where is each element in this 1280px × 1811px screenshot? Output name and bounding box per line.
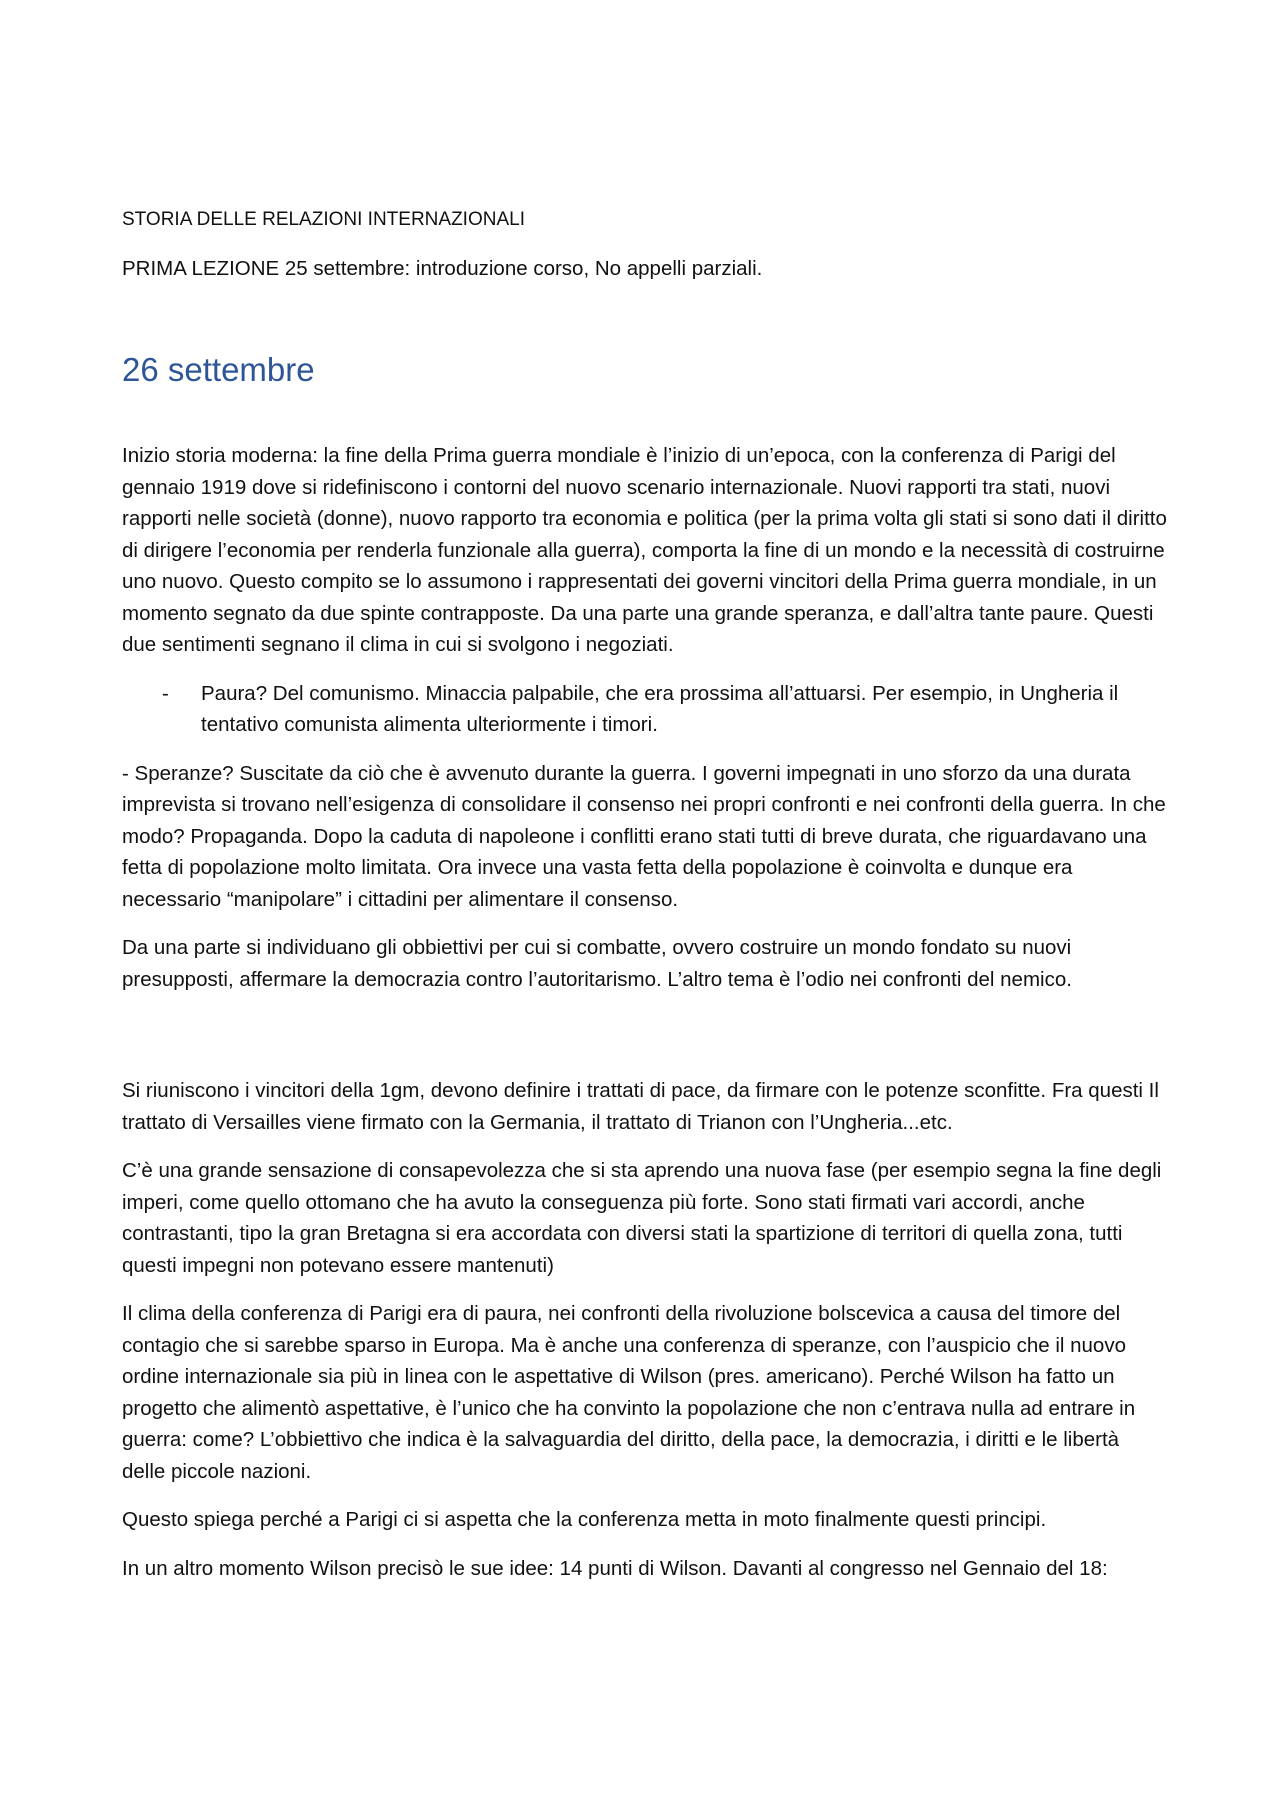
paragraph-speranze: - Speranze? Suscitate da ciò che è avvenuto durante la guerra. I governi impegnati in uno sforzo da una durata imprevista si trovano nell’esigenza di consolidare il consenso nei propri confronti e nei confronti della guerra. In che modo? Propaganda. Dopo la caduta di napoleone i conflitti erano stati tutti di breve durata, che riguardavano una fetta di popolazione molto limitata. Ora invece una vasta fetta della popolazione è coinvolta e dunque era necessario “manipolare” i cittadini per alimentare il consenso. [122, 761, 1166, 911]
paragraph-consapevolezza: C’è una grande sensazione di consapevolezza che si sta aprendo una nuova fase (per esempio segna la fine degli imperi, come quello ottomano che ha avuto la conseguenza più forte. Sono stati firmati vari accordi, anche contrastanti, tipo la gran Bretagna si era accordata con diversi stati la spartizione di territori di quella zona, tutti questi impegni non potevano essere mantenuti) [122, 1159, 1162, 1277]
paragraph-wilson: In un altro momento Wilson precisò le sue idee: 14 punti di Wilson. Davanti al congresso nel Gennaio del 18: [122, 1556, 1108, 1580]
document-title: STORIA DELLE RELAZIONI INTERNAZIONALI [122, 209, 525, 230]
paragraph-vincitori: Si riuniscono i vincitori della 1gm, devono definire i trattati di pace, da firmare con le potenze sconfitte. Fra questi Il trattato di Versailles viene firmato con la Germania, il trattato di Trianon con l’Ungheria...etc. [122, 1079, 1159, 1134]
paragraph-obbiettivi: Da una parte si individuano gli obbiettivi per cui si combatte, ovvero costruire un mondo fondato su nuovi presupposti, affermare la democrazia contro l’autoritarismo. L’altro tema è l’odio nei confronti del nemico. [122, 936, 1072, 991]
document-page [122, 204, 1167, 1601]
first-lesson-note: PRIMA LEZIONE 25 settembre: introduzione corso, No appelli parziali. [122, 256, 763, 280]
paragraph-clima: Il clima della conferenza di Parigi era di paura, nei confronti della rivoluzione bolscevica a causa del timore del contagio che si sarebbe sparso in Europa. Ma è anche una conferenza di speranze, con l’auspicio che il nuovo ordine internazionale sia più in linea con le aspettative di Wilson (pres. americano). Perché Wilson ha fatto un progetto che alimentò aspettative, è l’unico che ha convinto la popolazione che non c’entrava nulla ad entrare in guerra: come? L’obbiettivo che indica è la salvaguardia del diritto, della pace, la democrazia, i diritti e le libertà delle piccole nazioni. [122, 1302, 1136, 1483]
blank-spacer [122, 1012, 1167, 1075]
bullet-dash: - [162, 681, 169, 705]
bullet-text: Paura? Del comunismo. Minaccia palpabile, che era prossima all’attuarsi. Per esempio, in Ungheria il tentativo comunista alimenta ulteriormente i timori. [201, 681, 1119, 736]
bullet-item-paura [122, 678, 1167, 741]
paragraph-intro: Inizio storia moderna: la fine della Prima guerra mondiale è l’inizio di un’epoca, con la conferenza di Parigi del gennaio 1919 dove si ridefiniscono i contorni del nuovo scenario internazionale. Nuovi rapporti tra stati, nuovi rapporti nelle società (donne), nuovo rapporto tra economia e politica (per la prima volta gli stati si sono dati il diritto di dirigere l’economia per renderla funzionale alla guerra), comporta la fine di un mondo e la necessità di costruirne uno nuovo. Questo compito se lo assumono i rappresentati dei governi vincitori della Prima guerra mondiale, in un momento segnato da due spinte contrapposte. Da una parte una grande speranza, e dall’altra tante paure. Questi due sentimenti segnano il clima in cui si svolgono i negoziati. [122, 444, 1167, 656]
section-heading: 26 settembre [122, 351, 315, 388]
paragraph-parigi: Questo spiega perché a Parigi ci si aspetta che la conferenza metta in moto finalmente questi principi. [122, 1508, 1047, 1531]
